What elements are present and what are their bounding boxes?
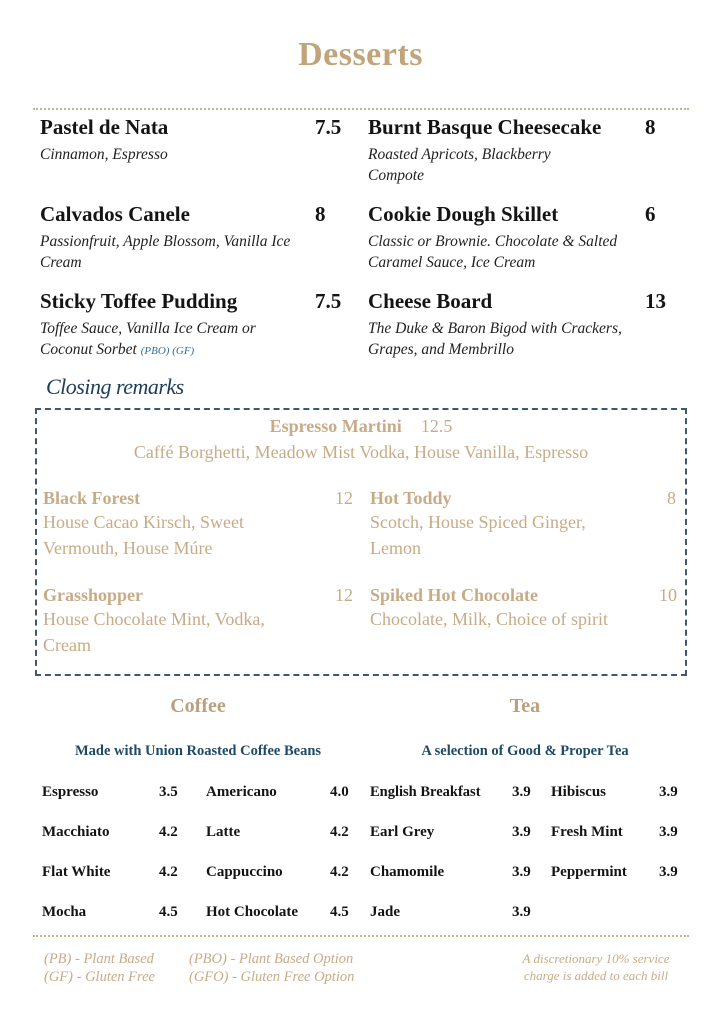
dessert-price: 8 — [645, 115, 656, 139]
coffee-price: 3.5 — [159, 784, 178, 800]
dessert-name: Cheese Board — [368, 289, 493, 313]
coffee-title: Coffee — [170, 695, 226, 717]
cocktail-price: 12 — [335, 488, 353, 508]
legend-gfo: (GFO) - Gluten Free Option — [189, 969, 355, 985]
dessert-name: Calvados Canele — [40, 202, 190, 226]
top-divider — [33, 108, 689, 110]
tea-subtitle: A selection of Good & Proper Tea — [421, 743, 629, 759]
cocktail-item — [370, 488, 650, 561]
closing-remarks-heading: Closing remarks — [46, 374, 184, 399]
tea-price: 3.9 — [512, 784, 531, 800]
dessert-price: 13 — [645, 289, 666, 313]
dessert-item — [40, 115, 345, 165]
dessert-item — [40, 202, 345, 273]
tea-name: English Breakfast — [370, 784, 481, 800]
service-line-2: charge is added to each bill — [523, 968, 669, 983]
tea-name: Chamomile — [370, 864, 445, 880]
coffee-price: 4.2 — [330, 824, 349, 840]
coffee-subtitle: Made with Union Roasted Coffee Beans — [74, 743, 322, 759]
cocktail-name: Spiked Hot Chocolate — [370, 585, 539, 605]
coffee-price: 4.0 — [330, 784, 349, 800]
tea-price: 3.9 — [659, 824, 678, 840]
tea-price: 3.9 — [512, 864, 531, 880]
coffee-name: Americano — [206, 784, 277, 800]
coffee-price: 4.5 — [159, 904, 178, 920]
coffee-price: 4.5 — [330, 904, 349, 920]
cocktail-desc: House Chocolate Mint, Vodka, Cream — [43, 609, 265, 655]
cocktail-desc: House Cacao Kirsch, Sweet Vermouth, House Múre — [43, 512, 244, 558]
coffee-name: Hot Chocolate — [206, 904, 299, 920]
tea-name: Jade — [370, 904, 400, 920]
dessert-name: Pastel de Nata — [40, 115, 169, 139]
cocktail-name: Grasshopper — [43, 585, 144, 605]
dessert-price: 6 — [645, 202, 656, 226]
dessert-price: 7.5 — [315, 115, 342, 139]
tea-name: Fresh Mint — [551, 824, 623, 840]
featured-desc: Caffé Borghetti, Meadow Mist Vodka, House Vanilla, Espresso — [133, 442, 589, 462]
dessert-price: 8 — [315, 202, 326, 226]
tea-name: Earl Grey — [370, 824, 435, 840]
footer-divider — [33, 935, 689, 937]
coffee-price: 4.2 — [330, 864, 349, 880]
dessert-desc: The Duke & Baron Bigod with Crackers, Grapes, and Membrillo — [368, 320, 622, 358]
featured-cocktail — [35, 416, 687, 465]
cocktail-item — [43, 488, 323, 561]
tea-price: 3.9 — [512, 824, 531, 840]
cocktail-price: 12 — [335, 585, 353, 605]
cocktail-item — [43, 585, 323, 658]
tea-name: Hibiscus — [551, 784, 607, 800]
dessert-desc: Passionfruit, Apple Blossom, Vanilla Ice Cream — [40, 233, 291, 271]
page-title: Desserts — [298, 36, 423, 73]
coffee-name: Mocha — [42, 904, 87, 920]
coffee-name: Espresso — [42, 784, 99, 800]
dessert-desc-block — [40, 318, 300, 362]
tea-price: 3.9 — [659, 864, 678, 880]
service-charge-note — [496, 950, 696, 984]
legend-pbo: (PBO) - Plant Based Option — [189, 951, 354, 967]
dessert-name: Cookie Dough Skillet — [368, 202, 559, 226]
tea-name: Peppermint — [551, 864, 627, 880]
coffee-name: Cappuccino — [206, 864, 283, 880]
cocktail-item — [370, 585, 660, 632]
coffee-name: Flat White — [42, 864, 111, 880]
coffee-price: 4.2 — [159, 824, 178, 840]
dessert-desc: Toffee Sauce, Vanilla Ice Cream or Coconut Sorbet — [40, 320, 256, 358]
featured-price: 12.5 — [420, 416, 453, 436]
tea-price: 3.9 — [659, 784, 678, 800]
service-line-1: A discretionary 10% service — [522, 951, 670, 966]
cocktail-name: Hot Toddy — [370, 488, 452, 508]
dietary-note: (PBO) (GF) — [140, 345, 195, 357]
legend-pb: (PB) - Plant Based — [44, 951, 154, 967]
tea-title: Tea — [509, 695, 541, 717]
dessert-price: 7.5 — [315, 289, 342, 313]
cocktail-desc: Scotch, House Spiced Ginger, Lemon — [370, 512, 586, 558]
tea-price: 3.9 — [512, 904, 531, 920]
coffee-price: 4.2 — [159, 864, 178, 880]
coffee-name: Macchiato — [42, 824, 110, 840]
cocktail-price: 8 — [667, 488, 676, 508]
cocktail-desc: Chocolate, Milk, Choice of spirit — [370, 609, 608, 629]
coffee-name: Latte — [206, 824, 241, 840]
dessert-desc: Roasted Apricots, Blackberry Compote — [368, 146, 551, 184]
cocktail-price: 10 — [659, 585, 677, 605]
dessert-item — [368, 202, 658, 273]
dessert-desc: Cinnamon, Espresso — [40, 146, 168, 163]
cocktail-name: Black Forest — [43, 488, 141, 508]
dessert-item — [368, 115, 658, 186]
dessert-desc: Classic or Brownie. Chocolate & Salted Caramel Sauce, Ice Cream — [368, 233, 618, 271]
dessert-name: Burnt Basque Cheesecake — [368, 115, 602, 139]
featured-name: Espresso Martini — [269, 416, 402, 436]
dessert-item — [368, 289, 658, 360]
dessert-item — [40, 289, 345, 362]
legend-gf: (GF) - Gluten Free — [44, 969, 155, 985]
dessert-name: Sticky Toffee Pudding — [40, 289, 238, 313]
